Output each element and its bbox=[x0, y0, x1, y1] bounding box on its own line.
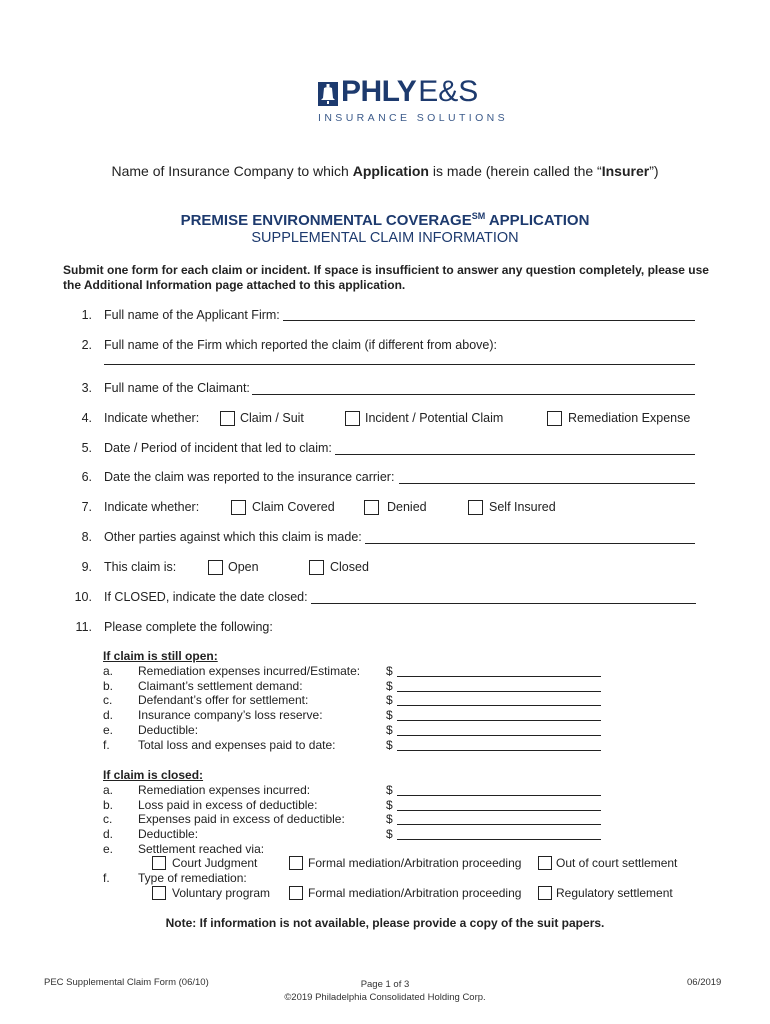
expenses-paid-field[interactable] bbox=[397, 824, 601, 825]
form-subtitle: SUPPLEMENTAL CLAIM INFORMATION bbox=[251, 230, 519, 246]
closed-remediation-field[interactable] bbox=[397, 795, 601, 796]
item-letter: c. bbox=[103, 812, 113, 826]
dollar-sign: $ bbox=[386, 798, 393, 812]
question-number: 4. bbox=[81, 411, 92, 425]
question-number: 6. bbox=[81, 470, 92, 484]
footer-form-id: PEC Supplemental Claim Form (06/10) bbox=[44, 977, 209, 988]
question-label: Date the claim was reported to the insurance carrier: bbox=[104, 470, 395, 484]
item-label: Claimant’s settlement demand: bbox=[138, 679, 303, 693]
insurer-text-1: Name of Insurance Company to which bbox=[111, 163, 353, 179]
court-judgment-checkbox[interactable] bbox=[152, 856, 166, 870]
loss-reserve-field[interactable] bbox=[397, 720, 601, 721]
item-letter: e. bbox=[103, 842, 114, 856]
question-label: Full name of the Claimant: bbox=[104, 381, 250, 395]
insurer-text-4: Insurer bbox=[601, 163, 650, 179]
question-5 bbox=[0, 441, 770, 459]
settlement-demand-field[interactable] bbox=[397, 691, 601, 692]
reporting-firm-field[interactable] bbox=[104, 364, 695, 365]
defendant-offer-field[interactable] bbox=[397, 705, 601, 706]
self-insured-label: Self Insured bbox=[489, 500, 556, 514]
remediation-expense-label: Remediation Expense bbox=[568, 411, 691, 425]
remediation-mediation-label: Formal mediation/Arbitration proceeding bbox=[308, 886, 522, 900]
item-label: Type of remediation: bbox=[138, 871, 247, 885]
open-deductible-field[interactable] bbox=[397, 735, 601, 736]
footer-date: 06/2019 bbox=[687, 977, 722, 988]
loss-paid-field[interactable] bbox=[397, 810, 601, 811]
dollar-sign: $ bbox=[386, 783, 393, 797]
insurer-name-line[interactable] bbox=[0, 163, 770, 179]
open-checkbox[interactable] bbox=[208, 560, 223, 575]
question-2 bbox=[0, 338, 770, 356]
question-1 bbox=[0, 308, 770, 326]
question-10 bbox=[0, 590, 770, 608]
insurer-text-2: Application bbox=[352, 163, 429, 179]
question-number: 2. bbox=[81, 338, 92, 352]
claim-suit-checkbox[interactable] bbox=[220, 411, 235, 426]
question-4 bbox=[0, 411, 770, 429]
claim-covered-checkbox[interactable] bbox=[231, 500, 246, 515]
incident-label: Incident / Potential Claim bbox=[365, 411, 504, 425]
dollar-sign: $ bbox=[386, 723, 393, 737]
item-letter: d. bbox=[103, 827, 114, 841]
item-label: Total loss and expenses paid to date: bbox=[138, 738, 336, 752]
question-number: 9. bbox=[81, 560, 92, 574]
voluntary-program-checkbox[interactable] bbox=[152, 886, 166, 900]
other-parties-field[interactable] bbox=[365, 543, 695, 544]
logo-tagline: INSURANCE SOLUTIONS bbox=[318, 112, 509, 124]
denied-checkbox[interactable] bbox=[364, 500, 379, 515]
remediation-expense-checkbox[interactable] bbox=[547, 411, 562, 426]
dollar-sign: $ bbox=[386, 693, 393, 707]
item-label: Loss paid in excess of deductible: bbox=[138, 798, 318, 812]
item-letter: f. bbox=[103, 871, 110, 885]
open-label: Open bbox=[228, 560, 259, 574]
out-of-court-label: Out of court settlement bbox=[556, 856, 678, 870]
incident-date-field[interactable] bbox=[335, 454, 695, 455]
closed-section-heading: If claim is closed: bbox=[103, 768, 204, 782]
question-number: 8. bbox=[81, 530, 92, 544]
court-judgment-label: Court Judgment bbox=[172, 856, 258, 870]
claim-suit-label: Claim / Suit bbox=[240, 411, 304, 425]
total-paid-field[interactable] bbox=[397, 750, 601, 751]
closed-checkbox[interactable] bbox=[309, 560, 324, 575]
item-label: Remediation expenses incurred/Estimate: bbox=[138, 664, 361, 678]
footer-page-number: Page 1 of 3 bbox=[360, 979, 410, 990]
question-7 bbox=[0, 500, 770, 518]
dollar-sign: $ bbox=[386, 708, 393, 722]
question-11 bbox=[0, 620, 770, 638]
item-label: Deductible: bbox=[138, 827, 199, 841]
item-letter: b. bbox=[103, 798, 114, 812]
question-label: Full name of the Firm which reported the claim (if different from above): bbox=[104, 338, 497, 352]
dollar-sign: $ bbox=[386, 679, 393, 693]
form-title bbox=[0, 211, 770, 229]
question-3 bbox=[0, 381, 770, 399]
item-label: Defendant’s offer for settlement: bbox=[138, 693, 309, 707]
regulatory-settlement-checkbox[interactable] bbox=[538, 886, 552, 900]
incident-checkbox[interactable] bbox=[345, 411, 360, 426]
title-service-mark: SM bbox=[471, 211, 486, 221]
item-letter: f. bbox=[103, 738, 110, 752]
item-letter: d. bbox=[103, 708, 114, 722]
item-label: Settlement reached via: bbox=[138, 842, 265, 856]
question-number: 10. bbox=[74, 590, 92, 604]
reported-date-field[interactable] bbox=[399, 483, 695, 484]
settlement-mediation-checkbox[interactable] bbox=[289, 856, 303, 870]
title-main-after: APPLICATION bbox=[485, 212, 590, 229]
applicant-firm-field[interactable] bbox=[283, 320, 695, 321]
question-number: 1. bbox=[81, 308, 92, 322]
denied-label: Denied bbox=[387, 500, 427, 514]
closed-claim-section bbox=[0, 768, 770, 908]
question-label: This claim is: bbox=[104, 560, 177, 574]
insurer-text-5: ”) bbox=[649, 163, 659, 179]
question-number: 3. bbox=[81, 381, 92, 395]
question-label: Indicate whether: bbox=[104, 411, 200, 425]
liberty-bell-icon bbox=[318, 82, 338, 106]
dollar-sign: $ bbox=[386, 827, 393, 841]
item-label: Expenses paid in excess of deductible: bbox=[138, 812, 345, 826]
open-section-heading: If claim is still open: bbox=[103, 649, 218, 663]
claim-covered-label: Claim Covered bbox=[252, 500, 335, 514]
dollar-sign: $ bbox=[386, 664, 393, 678]
logo-suffix-text: E&S bbox=[418, 75, 479, 108]
instructions: Submit one form for each claim or incident. If space is insufficient to answer any question completely, please use the Additional Information page attached to this application. bbox=[63, 263, 709, 292]
question-6 bbox=[0, 470, 770, 488]
open-claim-section bbox=[0, 649, 770, 759]
self-insured-checkbox[interactable] bbox=[468, 500, 483, 515]
item-label: Deductible: bbox=[138, 723, 199, 737]
question-number: 11. bbox=[75, 620, 92, 634]
question-label: Full name of the Applicant Firm: bbox=[104, 308, 280, 322]
item-letter: a. bbox=[103, 783, 114, 797]
question-number: 5. bbox=[81, 441, 92, 455]
remediation-mediation-checkbox[interactable] bbox=[289, 886, 303, 900]
item-label: Remediation expenses incurred: bbox=[138, 783, 311, 797]
dollar-sign: $ bbox=[386, 812, 393, 826]
remediation-estimate-field[interactable] bbox=[397, 676, 601, 677]
dollar-sign: $ bbox=[386, 738, 393, 752]
question-9 bbox=[0, 560, 770, 578]
claimant-name-field[interactable] bbox=[252, 394, 695, 395]
title-main: PREMISE ENVIRONMENTAL COVERAGE bbox=[180, 212, 472, 229]
closed-label: Closed bbox=[330, 560, 369, 574]
question-label: Other parties against which this claim is made: bbox=[104, 530, 362, 544]
item-letter: b. bbox=[103, 679, 114, 693]
insurer-text-3: is made (herein called the “ bbox=[428, 163, 602, 179]
question-label: Indicate whether: bbox=[104, 500, 200, 514]
item-letter: a. bbox=[103, 664, 114, 678]
item-label: Insurance company’s loss reserve: bbox=[138, 708, 323, 722]
question-label: If CLOSED, indicate the date closed: bbox=[104, 590, 308, 604]
closed-deductible-field[interactable] bbox=[397, 839, 601, 840]
voluntary-program-label: Voluntary program bbox=[172, 886, 271, 900]
settlement-mediation-label: Formal mediation/Arbitration proceeding bbox=[308, 856, 522, 870]
company-logo bbox=[318, 74, 478, 106]
out-of-court-checkbox[interactable] bbox=[538, 856, 552, 870]
date-closed-field[interactable] bbox=[311, 603, 696, 604]
note-text: Note: If information is not available, please provide a copy of the suit papers. bbox=[165, 916, 605, 930]
question-8 bbox=[0, 530, 770, 548]
question-label: Please complete the following: bbox=[104, 620, 273, 634]
regulatory-settlement-label: Regulatory settlement bbox=[556, 886, 673, 900]
item-letter: e. bbox=[103, 723, 114, 737]
logo-brand-text: PHLY bbox=[341, 75, 417, 108]
question-label: Date / Period of incident that led to claim: bbox=[104, 441, 332, 455]
question-number: 7. bbox=[81, 500, 92, 514]
footer-copyright: ©2019 Philadelphia Consolidated Holding Corp. bbox=[284, 992, 486, 1003]
item-letter: c. bbox=[103, 693, 113, 707]
